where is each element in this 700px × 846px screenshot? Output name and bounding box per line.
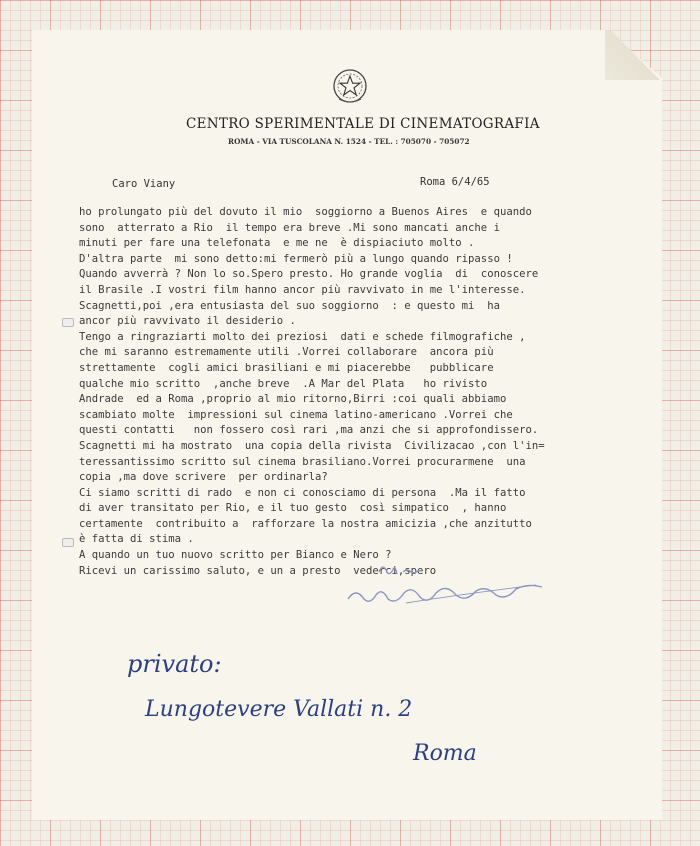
body-line: di aver transitato per Rio, e il tuo gesto così simpatico , hanno (79, 502, 507, 515)
body-line: il Brasile .I vostri film hanno ancor più ravvivato in me l'interesse. (79, 283, 526, 296)
body-line: Scagnetti mi ha mostrato una copia della rivista Civilizacao ,con l'in= (79, 439, 545, 452)
body-line: Scagnetti,poi ,era entusiasta del suo soggiorno : e questo mi ha (79, 299, 500, 312)
letter-body (79, 205, 639, 579)
body-line: questi contatti non fossero così rari ,ma anzi che si approfondissero. (79, 424, 539, 437)
body-line: che mi saranno estremamente utili .Vorrei collaborare ancora più (79, 346, 494, 359)
body-line: sono atterrato a Rio il tempo era breve .Mi sono mancati anche i (79, 221, 500, 234)
body-line: strettamente cogli amici brasiliani e mi piacerebbe pubblicare (79, 361, 494, 374)
letterhead-address: ROMA - VIA TUSCOLANA N. 1524 - TEL. : 705070 - 705072 (228, 137, 470, 146)
body-line: Andrade ed a Roma ,proprio al mio ritorno,Birri :coi quali abbiamo (79, 393, 507, 406)
body-line: è fatta di stima . (79, 533, 194, 546)
body-line: D'altra parte mi sono detto:mi fermerò più a lungo quando ripasso ! (79, 252, 513, 265)
italian-republic-emblem-icon (330, 66, 370, 106)
body-line: Quando avverrà ? Non lo so.Spero presto. Ho grande voglia di conoscere (79, 268, 539, 281)
body-line: minuti per fare una telefonata e me ne è dispiaciuto molto . (79, 237, 475, 250)
body-line: Tengo a ringraziarti molto dei preziosi dati e schede filmografiche , (79, 330, 526, 343)
handwritten-label: privato: (127, 650, 222, 678)
body-line: Ricevi un carissimo saluto, e un a presto vederci,spero (79, 564, 437, 577)
letterhead-institution: CENTRO SPERIMENTALE DI CINEMATOGRAFIA (186, 116, 540, 132)
body-line: Ci siamo scritti di rado e non ci conosciamo di persona .Ma il fatto (79, 486, 526, 499)
handwritten-city: Roma (413, 741, 477, 766)
body-line: qualche mio scritto ,anche breve .A Mar del Plata ho rivisto (79, 377, 488, 390)
folded-corner (605, 30, 663, 80)
place-date: Roma 6/4/65 (420, 176, 490, 188)
body-line: scambiato molte impressioni sul cinema latino-americano .Vorrei che (79, 408, 513, 421)
salutation: Caro Viany (112, 178, 176, 190)
handwritten-signature (346, 575, 556, 610)
body-line: ho prolungato più del dovuto il mio soggiorno a Buenos Aires e quando (79, 206, 532, 218)
body-line: A quando un tuo nuovo scritto per Bianco e Nero ? (79, 549, 392, 562)
body-line: ancor più ravvivato il desiderio . (79, 315, 296, 328)
body-line: copia ,ma dove scrivere per ordinarla? (79, 471, 328, 484)
body-line: certamente contribuito a rafforzare la nostra amicizia ,che anzitutto (79, 517, 532, 530)
punch-mark (62, 538, 74, 547)
handwritten-street: Lungotevere Vallati n. 2 (145, 697, 413, 722)
punch-mark (62, 318, 74, 327)
body-line: teressantissimo scritto sul cinema brasiliano.Vorrei procurarmene una (79, 455, 526, 468)
